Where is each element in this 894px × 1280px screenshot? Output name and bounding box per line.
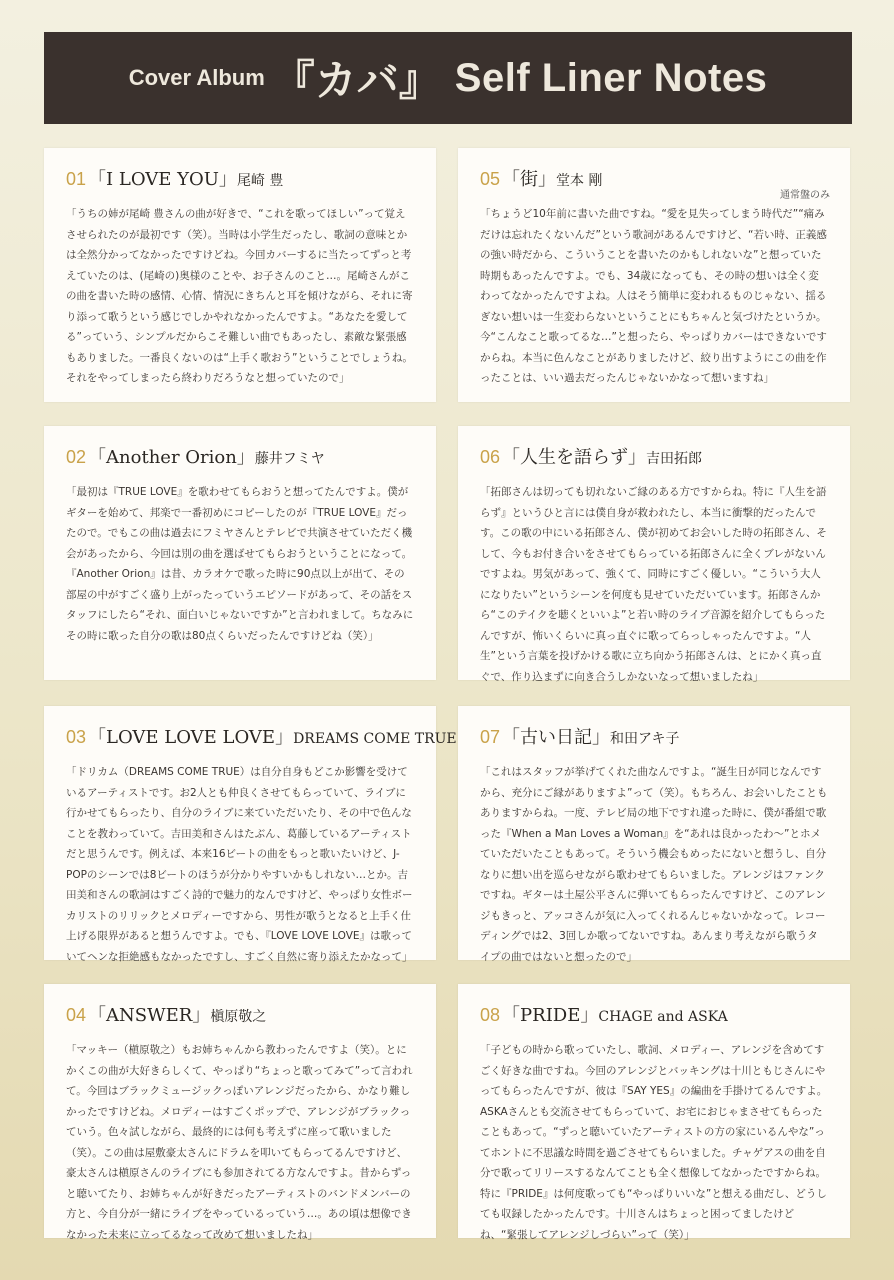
note-title: [66, 1002, 414, 1028]
song-title: 「街」: [502, 169, 557, 190]
song-title: 「PRIDE」: [502, 1005, 599, 1026]
song-title: 「古い日記」: [502, 727, 611, 748]
note-title: [66, 724, 457, 750]
liner-note-card-02: [44, 426, 436, 680]
note-title: [66, 166, 414, 192]
note-text: 「ドリカム（DREAMS COME TRUE）は自分自身もどこか影響を受けているアーティストです。お2人とも仲良くさせてもらっていて、ライブに行かせてもらったり、自分のライブに来ていただいたり、その中で色んなことを教わっていて。吉田美和さんはたぶん、葛藤しているアーティストだと思うんです。例えば、本来16ビートの曲をもっと歌いたいけど、J-POPのシーンでは8ビートのほうが分かりやすいかもしれない…とか。吉田美和さんの歌詞はすごく詩的で魅力的なんですけど、やっぱり女性ボーカリストのリリックとメロディーですから、男性が歌うとなると上手く仕上げる限界があると想うんですよ。でも、『LOVE LOVE LOVE』は歌っていてヘンな拒絶感もなかったですし、すごく自然に寄り添えたかなって」: [66, 766, 413, 963]
song-title: 「LOVE LOVE LOVE」: [88, 727, 294, 748]
note-text: 「ちょうど10年前に書いた曲ですね。“愛を見失ってしまう時代だ”“痛みだけは忘れたくないんだ”という歌詞があるんですけど、“若い時、正義感の強い時だから、こういうことを書いたのかもしれないな”と想っていた時期もあったんですよ。でも、34歳になっても、その時の想いは全く変わってなかったんですよね。人はそう簡単に変われるものじゃない、揺るぎない想いは一生変わらないということにもちゃんと気づけたというか。今“こんなこと歌ってるな…”と想ったら、やっぱりカバーはできないですからね。本当に色んなことがありましたけど、絞り出すようにこの曲を作ったことは、いい過去だったんじゃないかなって想いますね」: [480, 208, 827, 384]
artist-name: 堂本 剛: [556, 173, 603, 189]
liner-note-card-06: [458, 426, 850, 683]
track-number: 06: [480, 447, 501, 467]
track-number: 07: [480, 727, 501, 747]
track-number: 05: [480, 169, 501, 189]
note-text: 「拓郎さんは切っても切れないご縁のある方ですからね。特に『人生を語らず』というひと言には僕自身が救われたし、本当に衝撃的だったんです。この歌の中にいる拓郎さん、僕が初めてお会いした時の拓郎さん、そして、今もお付き合いをさせてもらっている拓郎さんに全くブレがないんですよね。男気があって、強くて、同時にすごく優しい。“こういう大人になりたい”というシーンを何度も見せていただいています。拓郎さんから“このテイクを聴くといいよ”と若い時のライブ音源を紹介してもらったんですが、怖いくらいに真っ直ぐに歌ってらっしゃったんですよ。“人生”という言葉を投げかける歌に立ち向かう拓郎さんは、とにかく真っ直ぐで、作り込まずに向き合うしかないなって想いましたね」: [480, 486, 827, 683]
liner-note-card-07: [458, 706, 850, 963]
liner-note-card-01: [44, 148, 436, 402]
track-number: 04: [66, 1005, 87, 1025]
artist-name: 吉田拓郎: [646, 451, 703, 467]
song-title: 「I LOVE YOU」: [88, 169, 237, 190]
artist-name: 和田アキ子: [610, 731, 680, 747]
track-number: 01: [66, 169, 87, 189]
liner-note-card-04: [44, 984, 436, 1241]
artist-name: 尾崎 豊: [236, 173, 284, 189]
note-text: 「マッキー（槇原敬之）もお姉ちゃんから教わったんですよ（笑）。とにかくこの曲が大好きらしくて、やっぱり“ちょっと歌ってみて”って言われて。今回はブラックミュージックっぽいアレンジだったから、かなり難しかったですけどね。メロディーはすごくポップで、アレンジがブラックっていう。色々試しながら、最終的には何も考えずに座って歌いました（笑）。この曲は屋敷豪太さんにドラムを叩いてもらってるんですけど、豪太さんは槇原さんのライブにも参加されてる方なんですよ。昔からずっと聴いてたり、お姉ちゃんが好きだったアーティストのバンドメンバーの方と、今自分が一緒にライブをやっているっていう…。あの頃は想像できなかった未来に立ってるなって改めて想いましたね」: [66, 1044, 413, 1241]
note-text: 「これはスタッフが挙げてくれた曲なんですよ。“誕生日が同じなんですから、充分にご縁がありますよ”って（笑）。もちろん、お会いしたこともありますからね。一度、テレビ局の地下ですれ違った時に、僕が番組で歌った『When a Man Loves a Woman』を“あれは良かったわ〜”とホメていただいたこともあって。そういう機会もめったにないと想うし、自分なりに想い出を巡らせながら歌わせてもらいました。アレンジはファンクですね。ギターは土屋公平さんに弾いてもらったんですけど、このアレンジもきっと、アッコさんが気に入ってくれるんじゃないかなって。レコーディングでは2、3回しか歌ってないですね。あんまり考えながら歌うタイプの曲ではないと想ったので」: [480, 766, 828, 963]
artist-name: 槇原敬之: [210, 1009, 267, 1025]
song-title: 「Another Orion」: [88, 447, 255, 468]
note-text: 「子どもの時から歌っていたし、歌詞、メロディー、アレンジを含めてすごく好きな曲ですね。今回のアレンジとバッキングは十川ともじさんにやってもらったんですが、彼は『SAY YES』の編曲を手掛けてるんですよ。ASKAさんとも交流させてもらっていて、お宅におじゃまさせてもらったこともあって。“ずっと聴いていたアーティストの方の家にいるんやな”ってホントに不思議な時間を過ごさせてもらいました。チャゲアスの曲を自分で歌ってリリースするなんてことも全く想像してなかったですからね。特に『PRIDE』は何度歌っても“やっぱりいいな”と想える曲だし、どうしても収録したかったんです。十川さんはちょっと困ってましたけどね、“緊張してアレンジしづらい”って（笑）」: [480, 1044, 828, 1241]
artist-name: CHAGE and ASKA: [598, 1009, 728, 1025]
note-title: [480, 1002, 828, 1028]
track-number: 08: [480, 1005, 501, 1025]
note-text: 「最初は『TRUE LOVE』を歌わせてもらおうと想ってたんですよ。僕がギターを始めて、邦楽で一番初めにコピーしたのが『TRUE LOVE』だったので。でもこの曲は過去にフミヤさんとテレビで共演させていただく機会があったから、今回は別の曲を選ばせてもらおうということになって。『Another Orion』は昔、カラオケで歌った時に90点以上が出て、その部屋の中がすごく盛り上がったっていうエピソードがあって、その話をスタッフにしたら“それ、面白いじゃないですか”と言われまして。ちなみにその時に歌った自分の歌は80点くらいだったんですけどね（笑）」: [66, 486, 414, 642]
header-self-liner-notes: Self Liner Notes: [454, 55, 768, 100]
artist-name: 藤井フミヤ: [254, 451, 325, 467]
note-title: [480, 166, 828, 192]
edition-note: 通常盤のみ: [780, 190, 830, 201]
song-title: 「ANSWER」: [88, 1005, 211, 1026]
liner-note-card-03: [44, 706, 457, 963]
note-title: [480, 724, 828, 750]
note-text: 「うちの姉が尾崎 豊さんの曲が好きで、“これを歌ってほしい”って覚えさせられたのが最初です（笑）。当時は小学生だったし、歌詞の意味とかは全然分かってなかったですけどね。今回カバーするに当たってずっと考えていたのは、(尾崎の)奥様のことや、お子さんのこと…。尾崎さんがこの曲を書いた時の感情、心情、情況にきちんと耳を傾けながら、それに寄り添って歌うという感じでしかやれなかったんですよ。“あなたを愛してる”っていう、シンプルだからこそ難しい曲でもあったし、素敵な緊張感もありました。一番良くないのは“上手く歌おう”ということでしょうね。それをやってしまったら終わりだろうなと想っていたので」: [66, 208, 413, 384]
note-title: [66, 444, 414, 470]
liner-note-card-05: [458, 148, 850, 402]
liner-note-card-08: [458, 984, 850, 1241]
header-cover-album: Cover Album: [128, 65, 265, 90]
song-title: 「人生を語らず」: [502, 447, 647, 468]
track-number: 02: [66, 447, 87, 467]
page-header: [44, 32, 852, 124]
track-number: 03: [66, 727, 87, 747]
header-album-title: 『カバ』: [272, 56, 441, 105]
artist-name: DREAMS COME TRUE: [293, 731, 457, 747]
note-title: [480, 444, 828, 470]
